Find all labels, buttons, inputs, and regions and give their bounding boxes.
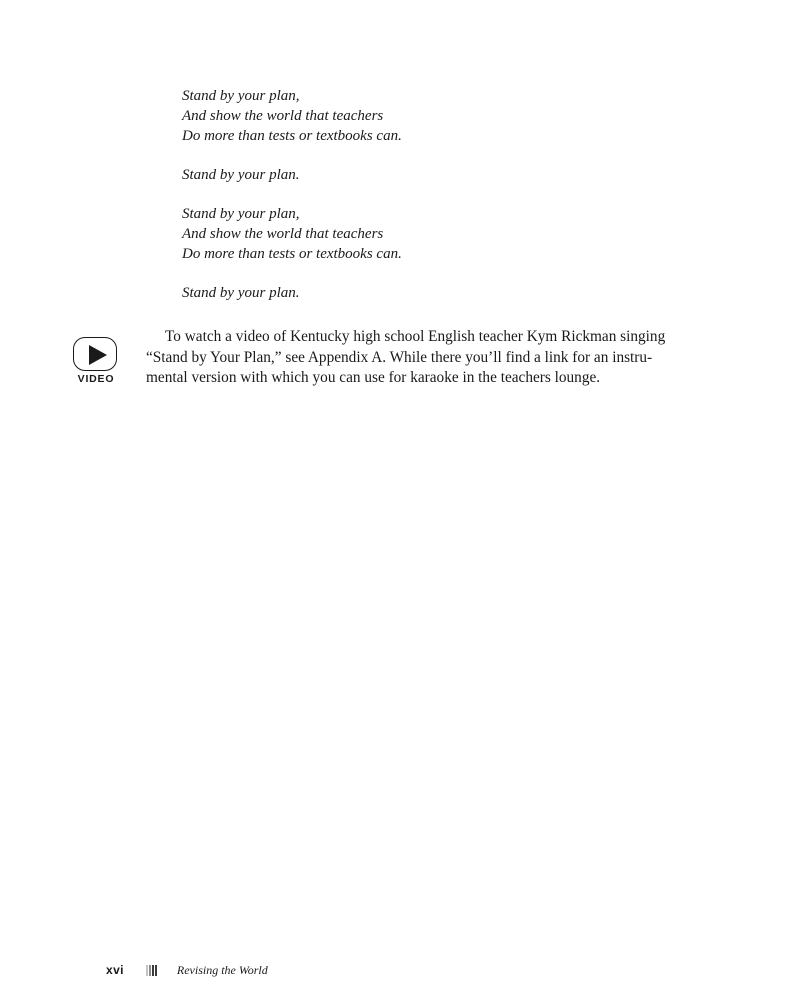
lyric-stanza-2 <box>182 165 602 185</box>
lyric-line: Stand by your plan, <box>182 88 300 104</box>
play-icon[interactable] <box>73 337 117 371</box>
video-callout[interactable] <box>71 336 123 388</box>
song-lyrics <box>182 86 602 322</box>
page-footer <box>106 962 268 978</box>
lyric-line: And show the world that teachers <box>182 226 384 242</box>
lyric-line: Stand by your plan, <box>182 206 300 222</box>
lyric-stanza-4 <box>182 283 602 303</box>
paragraph-line: mental version with which you can use for karaoke in the teachers lounge. <box>146 369 601 386</box>
lyric-stanza-3 <box>182 204 602 264</box>
video-label: VIDEO <box>77 373 115 385</box>
video-paragraph <box>146 327 694 389</box>
running-head: Revising the World <box>176 962 268 977</box>
lyric-line: Stand by your plan. <box>182 167 300 183</box>
paragraph-line: To watch a video of Kentucky high school English teacher Kym Rickman singing <box>165 328 666 345</box>
lyric-line: Stand by your plan. <box>182 285 300 301</box>
page-number: xvi <box>106 963 124 977</box>
bar-mark-icon <box>146 965 157 976</box>
lyric-line: Do more than tests or textbooks can. <box>182 246 402 262</box>
lyric-line: Do more than tests or textbooks can. <box>182 128 402 144</box>
lyric-stanza-1 <box>182 86 602 146</box>
paragraph-line: “Stand by Your Plan,” see Appendix A. While there you’ll find a link for an instru- <box>146 348 653 366</box>
lyric-line: And show the world that teachers <box>182 108 384 124</box>
